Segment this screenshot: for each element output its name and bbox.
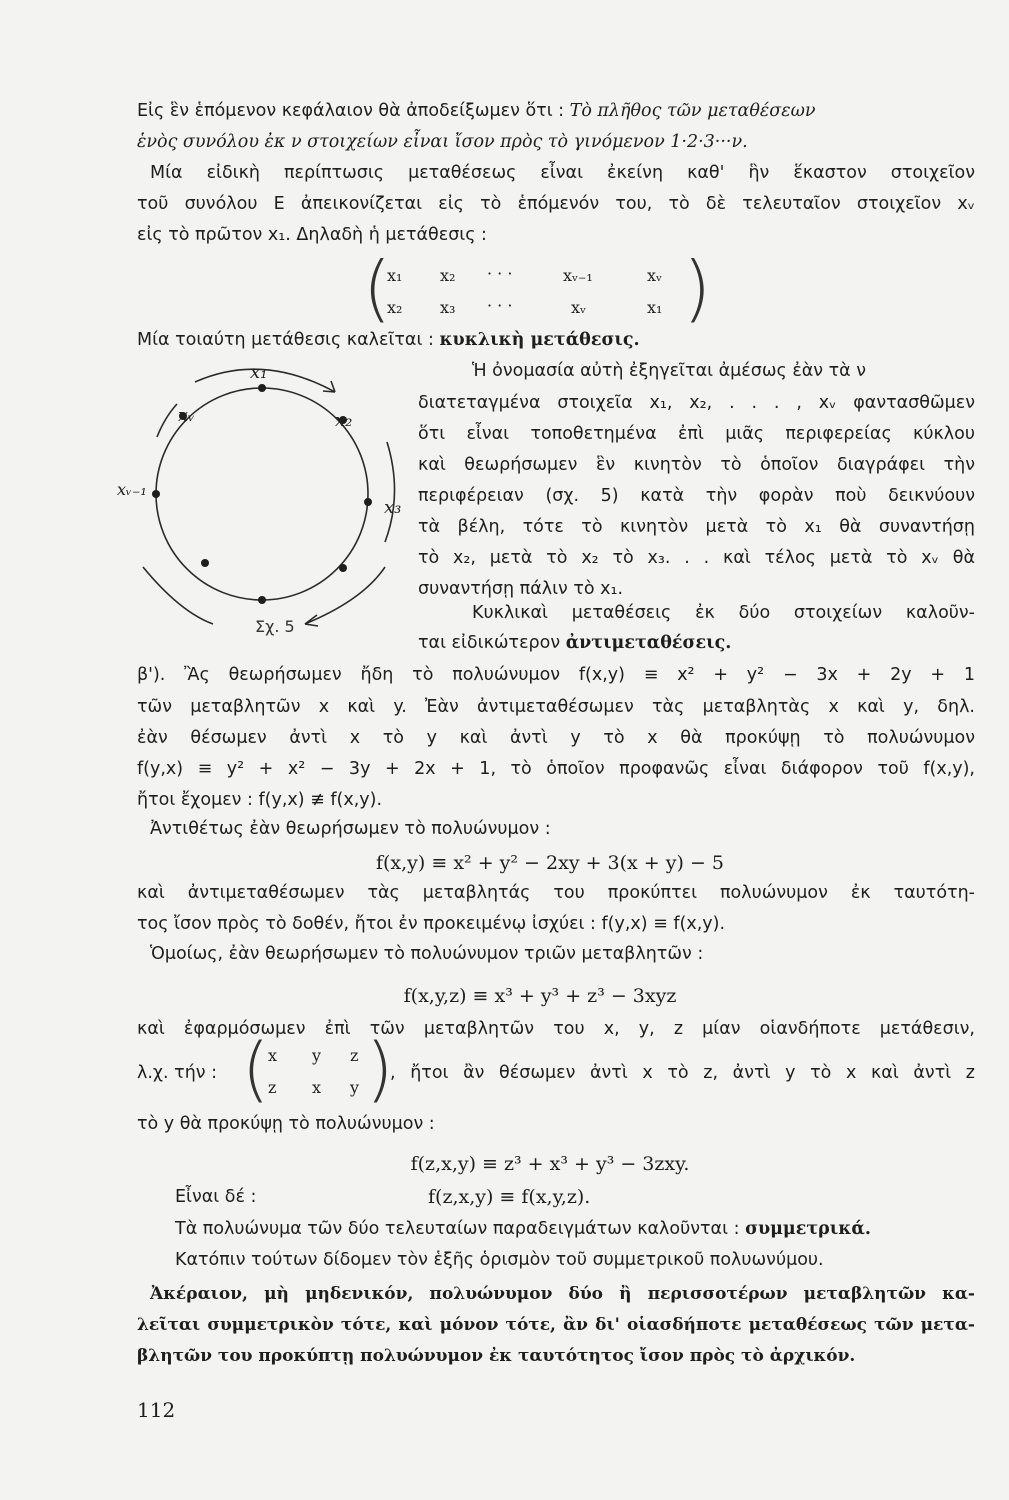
text-line: τος ἴσον πρὸς τὸ δοθέν, ἤτοι ἐν προκειμένῳ ἰσχύει : f(y,x) ≡ f(x,y). [137,914,726,934]
matrix-cell: · · · [487,264,513,283]
matrix-cell: z [350,1046,359,1065]
matrix-cell: x [268,1046,278,1065]
figure-caption: Σχ. 5 [255,617,295,636]
text-line: ἐὰν θέσωμεν ἀντὶ x τὸ y καὶ ἀντὶ y τὸ x θὰ προκύψῃ τὸ πολυώνυμον [137,728,975,748]
arrow-arc-right [385,442,395,542]
term-transpositions: ἀντιμεταθέσεις. [565,633,732,653]
matrix-cell: x₃ [440,298,456,317]
italic-statement: Τὸ πλῆθος τῶν μεταθέσεων [569,101,816,121]
cyclic-permutation-matrix [363,246,712,330]
text-line: ται εἰδικώτερον ἀντιμεταθέσεις. [418,633,732,653]
text-line: τὸ y θὰ προκύψῃ τὸ πολυώνυμον : [137,1114,435,1134]
text-line: Ὁμοίως, ἐὰν θεωρήσωμεν τὸ πολυώνυμον τριῶν μεταβλητῶν : [150,944,704,964]
definition-line: Ἀκέραιον, μὴ μηδενικόν, πολυώνυμον δύο ἢ περισσοτέρων μεταβλητῶν κα- [150,1284,975,1304]
text-line: , ἤτοι ἂν θέσωμεν ἀντὶ x τὸ z, ἀντὶ y τὸ x καὶ ἀντὶ z [390,1063,975,1083]
text-line: τὸ x₂, μετὰ τὸ x₂ τὸ x₃. . . καὶ τέλος μετὰ τὸ xᵥ θὰ [418,548,975,568]
matrix-cell: · · · [487,296,513,315]
matrix-cell: xᵥ [647,266,662,285]
text-line: Μία εἰδικὴ περίπτωσις μεταθέσεως εἶναι ἐκείνη καθ' ἣν ἕκαστον στοιχεῖον [150,163,975,183]
text-line: β'). Ἂς θεωρήσωμεν ἤδη τὸ πολυώνυμον f(x,y) ≡ x² + y² − 3x + 2y + 1 [137,665,975,685]
text-line: Ἡ ὀνομασία αὐτὴ ἐξηγεῖται ἀμέσως ἐὰν τὰ ν [472,361,867,381]
equation: f(x,y,z) ≡ x³ + y³ + z³ − 3xyz [403,985,677,1007]
text-line: τὰ βέλη, τότε τὸ κινητὸν μετὰ τὸ x₁ θὰ συναντήσῃ [418,517,975,537]
figure-label-x1: x₁ [250,362,268,383]
matrix-cell: x₂ [440,266,456,285]
text-line: εἰς τὸ πρῶτον x₁. Δηλαδὴ ἡ μετάθεσις : [137,225,487,245]
text-line: Εἰς ἓν ἑπόμενον κεφάλαιον θὰ ἀποδείξωμεν ὅτι : Τὸ πλῆθος τῶν μεταθέσεων [137,101,816,121]
text-line: Μία τοιαύτη μετάθεσις καλεῖται : κυκλικὴ μετάθεσις. [137,330,640,350]
text-line: ἤτοι ἔχομεν : f(y,x) ≢ f(x,y). [137,790,383,810]
figure-label-x3: x₃ [384,497,402,518]
text-line: περιφέρειαν (σχ. 5) κατὰ τὴν φορὰν ποὺ δεικνύουν [418,486,975,506]
page-number: 112 [137,1398,176,1422]
text-line: Εἶναι δέ : [175,1187,257,1207]
text-line: καὶ ἐφαρμόσωμεν ἐπὶ τῶν μεταβλητῶν του x, y, z μίαν οἱανδήποτε μετάθεσιν, [137,1019,975,1039]
definition-line: λεῖται συμμετρικὸν τότε, καὶ μόνον τότε, ἂν δι' οἱασδήποτε μεταθέσεως τῶν μετα- [137,1315,975,1335]
matrix-cell: z [268,1078,277,1097]
matrix-cell: xᵥ [571,298,586,317]
text-line: ὅτι εἶναι τοποθετημένα ἐπὶ μιᾶς περιφερείας κύκλου [418,424,975,444]
text-line: καὶ ἀντιμεταθέσωμεν τὰς μεταβλητάς του προκύπτει πολυώνυμον ἐκ ταυτότη- [137,883,975,903]
text-line: τῶν μεταβλητῶν x καὶ y. Ἐὰν ἀντιμεταθέσωμεν τὰς μεταβλητὰς x καὶ y, δηλ. [137,697,975,717]
equation: f(z,x,y) ≡ z³ + x³ + y³ − 3zxy. [410,1153,690,1175]
permutation-matrix [242,1028,394,1110]
matrix-cell: y [350,1078,360,1097]
figure-5-circle [135,362,415,652]
matrix-cell: x₁ [387,266,403,285]
figure-label-xv-1: xᵥ₋₁ [117,480,147,499]
text-line: Τὰ πολυώνυμα τῶν δύο τελευταίων παραδειγμάτων καλοῦνται : συμμετρικά. [175,1219,871,1239]
term-cyclic-permutation: κυκλικὴ μετάθεσις. [439,330,640,350]
left-parenthesis: ( [242,1028,270,1110]
matrix-cell: xᵥ₋₁ [563,266,593,285]
matrix-cell: x₂ [387,298,403,317]
text-line: συναντήσῃ πάλιν τὸ x₁. [418,579,624,599]
matrix-cell: x [312,1078,322,1097]
text-line: Κυκλικαὶ μεταθέσεις ἐκ δύο στοιχείων καλοῦν- [472,603,975,623]
text-line: Κατόπιν τούτων δίδομεν τὸν ἑξῆς ὁρισμὸν τοῦ συμμετρικοῦ πολυωνύμου. [175,1250,824,1270]
equation: f(z,x,y) ≡ f(x,y,z). [428,1186,591,1208]
figure-label-xv: xᵥ [178,405,195,426]
matrix-cell: y [312,1046,322,1065]
text-line: καὶ θεωρήσωμεν ἓν κινητὸν τὸ ὁποῖον διαγράφει τὴν [418,455,975,475]
text-line: διατεταγμένα στοιχεῖα x₁, x₂, . . . , xᵥ φαντασθῶμεν [418,393,975,413]
term-symmetric: συμμετρικά. [745,1219,871,1239]
text-line: λ.χ. τήν : [137,1063,218,1083]
matrix-cell: x₁ [647,298,663,317]
right-parenthesis: ) [366,1028,394,1110]
right-parenthesis: ) [683,246,712,330]
text-line: Ἀντιθέτως ἐὰν θεωρήσωμεν τὸ πολυώνυμον : [150,819,551,839]
text-line: τοῦ συνόλου Ε ἀπεικονίζεται εἰς τὸ ἑπόμενόν του, τὸ δὲ τελευταῖον στοιχεῖον xᵥ [137,194,975,214]
arrow-arc-left-top [157,404,177,437]
text-line: f(y,x) ≡ y² + x² − 3y + 2x + 1, τὸ ὁποῖον προφανῶς εἶναι διάφορον τοῦ f(x,y), [137,759,975,779]
figure-label-x2: x₂ [335,410,353,431]
definition-line: βλητῶν του προκύπτῃ πολυώνυμον ἐκ ταυτότητος ἴσον πρὸς τὸ ἀρχικόν. [137,1346,856,1366]
arrow-arc-bottom-left [143,567,213,624]
left-parenthesis: ( [363,246,392,330]
text-line: ἑνὸς συνόλου ἐκ ν στοιχείων εἶναι ἴσον πρὸς τὸ γινόμενον 1·2·3···ν. [137,132,748,152]
equation: f(x,y) ≡ x² + y² − 2xy + 3(x + y) − 5 [375,852,724,874]
